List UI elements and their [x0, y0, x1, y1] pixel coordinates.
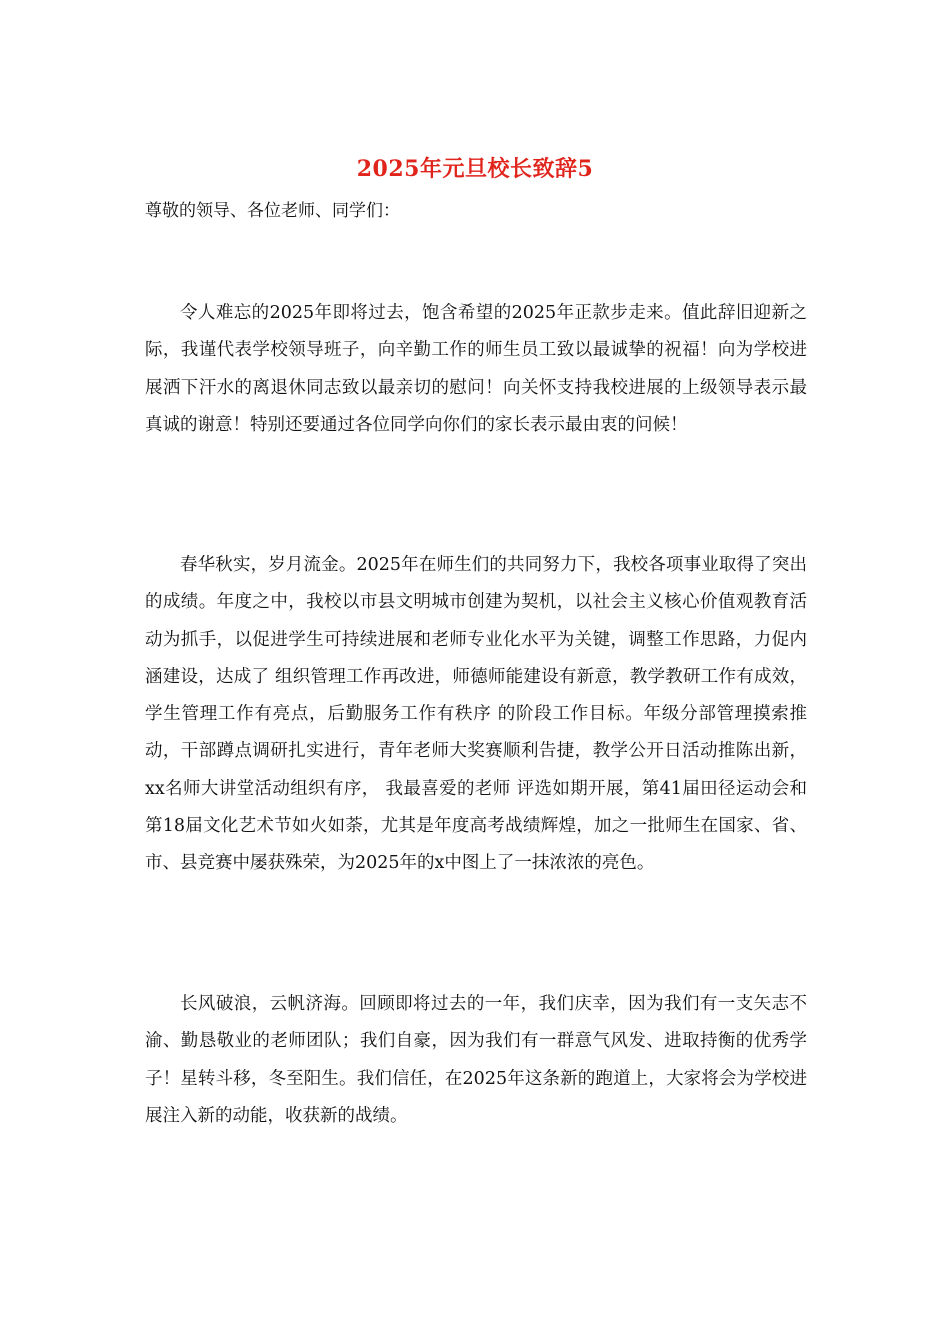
- salutation: 尊敬的领导、各位老师、同学们：: [145, 201, 400, 221]
- document-title: 2025年元旦校长致辞5: [356, 156, 594, 182]
- paragraph-1: 令人难忘的2025年即将过去，饱含希望的2025年正款步走来。值此辞旧迎新之际，我谨代表学校领导班子，向辛勤工作的师生员工致以最诚挚的祝福！向为学校进展洒下汗水的离退休同志致以最亲切的慰问！向关怀支持我校进展的上级领导表示最真诚的谢意！特别还要通过各位同学向你们的家长表示最由衷的问候！: [145, 303, 807, 435]
- paragraph-2: 春华秋实，岁月流金。2025年在师生们的共同努力下，我校各项事业取得了突出的成绩。年度之中，我校以市县文明城市创建为契机，以社会主义核心价值观教育活动为抓手，以促进学生可持续进展和老师专业化水平为关键，调整工作思路，力促内涵建设，达成了 组织管理工作再改进，师德师能建设有新意，教学教研工作有成效，学生管理工作有亮点，后勤服务工作有秩序 的阶段工作目标。年级分部管理摸索推动，干部蹲点调研扎实进行，青年老师大奖赛顺利告捷，教学公开日活动推陈出新，xx名师大讲堂活动组织有序， 我最喜爱的老师 评选如期开展，第41届田径运动会和第18届文化艺术节如火如荼，尤其是年度高考战绩辉煌，加之一批师生在国家、省、市、县竞赛中屡获殊荣，为2025年的x中图上了一抹浓浓的亮色。: [145, 555, 807, 874]
- paragraph-3: 长风破浪，云帆济海。回顾即将过去的一年，我们庆幸，因为我们有一支矢志不渝、勤恳敬业的老师团队；我们自豪，因为我们有一群意气风发、进取持衡的优秀学子！星转斗移，冬至阳生。我们信任，在2025年这条新的跑道上，大家将会为学校进展注入新的动能，收获新的战绩。: [145, 994, 807, 1126]
